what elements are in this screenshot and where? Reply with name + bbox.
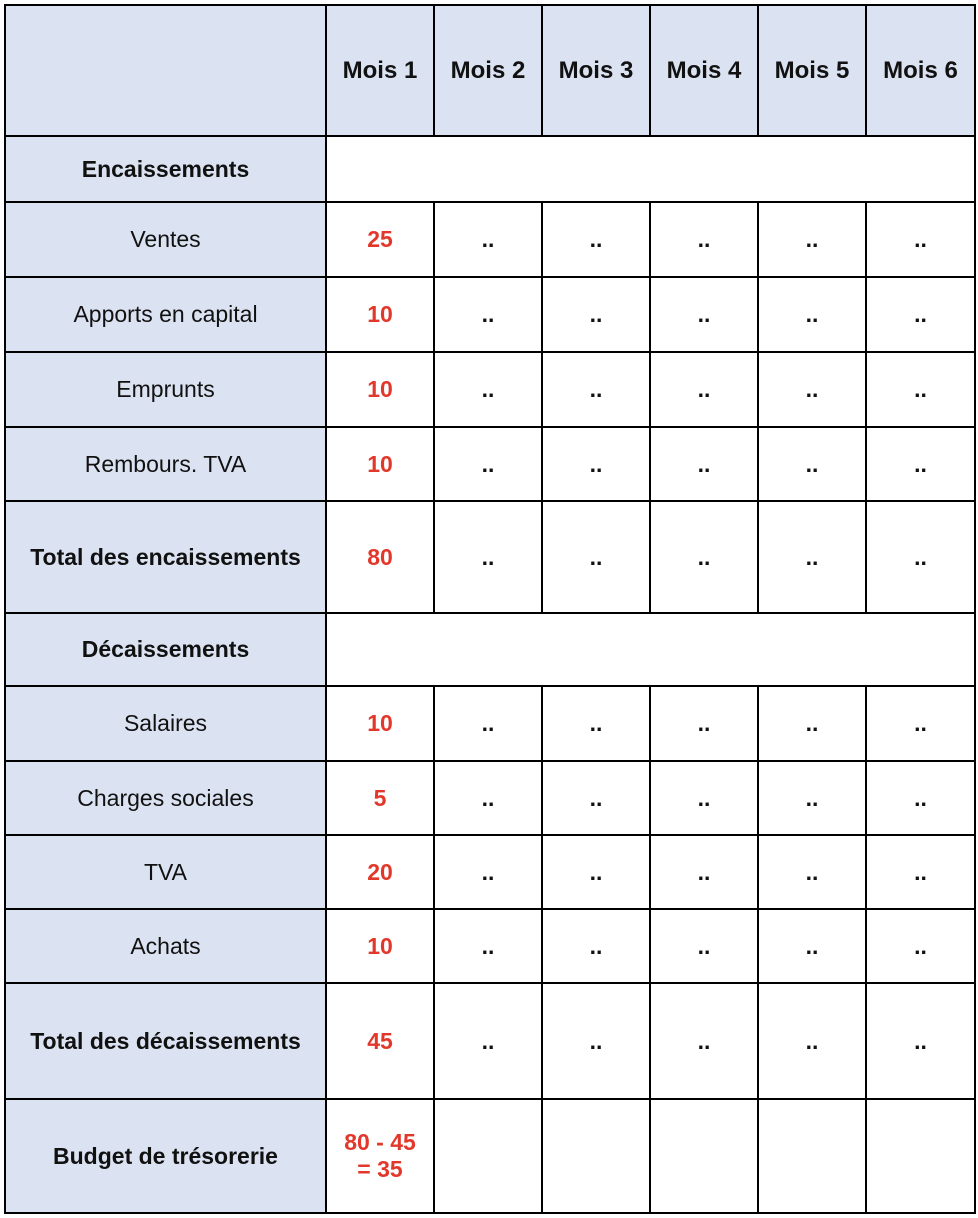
placeholder-cell: .. (758, 277, 866, 352)
row-label: Apports en capital (5, 277, 326, 352)
placeholder-cell: .. (434, 835, 542, 909)
month-1-value: 20 (326, 835, 434, 909)
placeholder-cell: .. (758, 202, 866, 277)
header-month-2: Mois 2 (434, 5, 542, 136)
empty-cell (434, 1099, 542, 1213)
month-1-value: 80 (326, 501, 434, 613)
table-row (5, 352, 975, 427)
placeholder-cell: .. (434, 427, 542, 501)
placeholder-cell: .. (758, 427, 866, 501)
month-1-value: 10 (326, 686, 434, 761)
placeholder-cell: .. (542, 501, 650, 613)
row-label: Emprunts (5, 352, 326, 427)
section-spacer (326, 136, 975, 202)
placeholder-cell: .. (866, 501, 975, 613)
placeholder-cell: .. (650, 909, 758, 983)
placeholder-cell: .. (650, 501, 758, 613)
placeholder-cell: .. (434, 909, 542, 983)
header-row (5, 5, 975, 136)
placeholder-cell: .. (434, 983, 542, 1099)
header-month-5: Mois 5 (758, 5, 866, 136)
header-month-4: Mois 4 (650, 5, 758, 136)
table-row (5, 761, 975, 835)
cash-budget-table (4, 4, 976, 1214)
row-label: Ventes (5, 202, 326, 277)
placeholder-cell: .. (542, 202, 650, 277)
section-spacer (326, 613, 975, 686)
month-1-value: 5 (326, 761, 434, 835)
placeholder-cell: .. (866, 835, 975, 909)
placeholder-cell: .. (866, 277, 975, 352)
section-row-decaissements (5, 613, 975, 686)
placeholder-cell: .. (542, 835, 650, 909)
placeholder-cell: .. (866, 909, 975, 983)
header-month-1: Mois 1 (326, 5, 434, 136)
placeholder-cell: .. (542, 352, 650, 427)
section-row-encaissements (5, 136, 975, 202)
placeholder-cell: .. (650, 427, 758, 501)
row-label: TVA (5, 835, 326, 909)
placeholder-cell: .. (650, 761, 758, 835)
placeholder-cell: .. (434, 277, 542, 352)
section-label-decaissements: Décaissements (5, 613, 326, 686)
month-1-value: 10 (326, 909, 434, 983)
row-label: Charges sociales (5, 761, 326, 835)
placeholder-cell: .. (542, 427, 650, 501)
placeholder-cell: .. (758, 352, 866, 427)
placeholder-cell: .. (758, 835, 866, 909)
total-label: Total des encaissements (5, 501, 326, 613)
placeholder-cell: .. (866, 352, 975, 427)
empty-cell (758, 1099, 866, 1213)
row-label: Salaires (5, 686, 326, 761)
month-1-value: 25 (326, 202, 434, 277)
budget-label: Budget de trésorerie (5, 1099, 326, 1213)
header-corner-cell (5, 5, 326, 136)
placeholder-cell: .. (866, 202, 975, 277)
placeholder-cell: .. (434, 501, 542, 613)
placeholder-cell: .. (650, 352, 758, 427)
placeholder-cell: .. (758, 761, 866, 835)
row-label: Rembours. TVA (5, 427, 326, 501)
table-row (5, 202, 975, 277)
placeholder-cell: .. (866, 686, 975, 761)
placeholder-cell: .. (650, 686, 758, 761)
total-row-encaissements (5, 501, 975, 613)
empty-cell (542, 1099, 650, 1213)
month-1-value: 10 (326, 352, 434, 427)
empty-cell (866, 1099, 975, 1213)
total-row-decaissements (5, 983, 975, 1099)
section-label-encaissements: Encaissements (5, 136, 326, 202)
placeholder-cell: .. (542, 983, 650, 1099)
placeholder-cell: .. (650, 202, 758, 277)
placeholder-cell: .. (434, 352, 542, 427)
month-1-value: 45 (326, 983, 434, 1099)
placeholder-cell: .. (758, 501, 866, 613)
placeholder-cell: .. (866, 983, 975, 1099)
empty-cell (650, 1099, 758, 1213)
placeholder-cell: .. (758, 983, 866, 1099)
budget-formula-line1: 80 - 45 (344, 1129, 416, 1155)
table-row (5, 277, 975, 352)
placeholder-cell: .. (434, 202, 542, 277)
total-label: Total des décaissements (5, 983, 326, 1099)
placeholder-cell: .. (650, 835, 758, 909)
placeholder-cell: .. (542, 277, 650, 352)
budget-month-1-value (326, 1099, 434, 1213)
placeholder-cell: .. (866, 427, 975, 501)
placeholder-cell: .. (542, 909, 650, 983)
placeholder-cell: .. (434, 686, 542, 761)
placeholder-cell: .. (866, 761, 975, 835)
budget-formula-line2: = 35 (357, 1156, 403, 1182)
table-row (5, 427, 975, 501)
table-row (5, 909, 975, 983)
month-1-value: 10 (326, 427, 434, 501)
placeholder-cell: .. (650, 277, 758, 352)
table-row (5, 835, 975, 909)
placeholder-cell: .. (758, 909, 866, 983)
placeholder-cell: .. (542, 761, 650, 835)
row-label: Achats (5, 909, 326, 983)
placeholder-cell: .. (434, 761, 542, 835)
placeholder-cell: .. (542, 686, 650, 761)
month-1-value: 10 (326, 277, 434, 352)
placeholder-cell: .. (650, 983, 758, 1099)
table-row (5, 686, 975, 761)
budget-row (5, 1099, 975, 1213)
header-month-6: Mois 6 (866, 5, 975, 136)
header-month-3: Mois 3 (542, 5, 650, 136)
placeholder-cell: .. (758, 686, 866, 761)
